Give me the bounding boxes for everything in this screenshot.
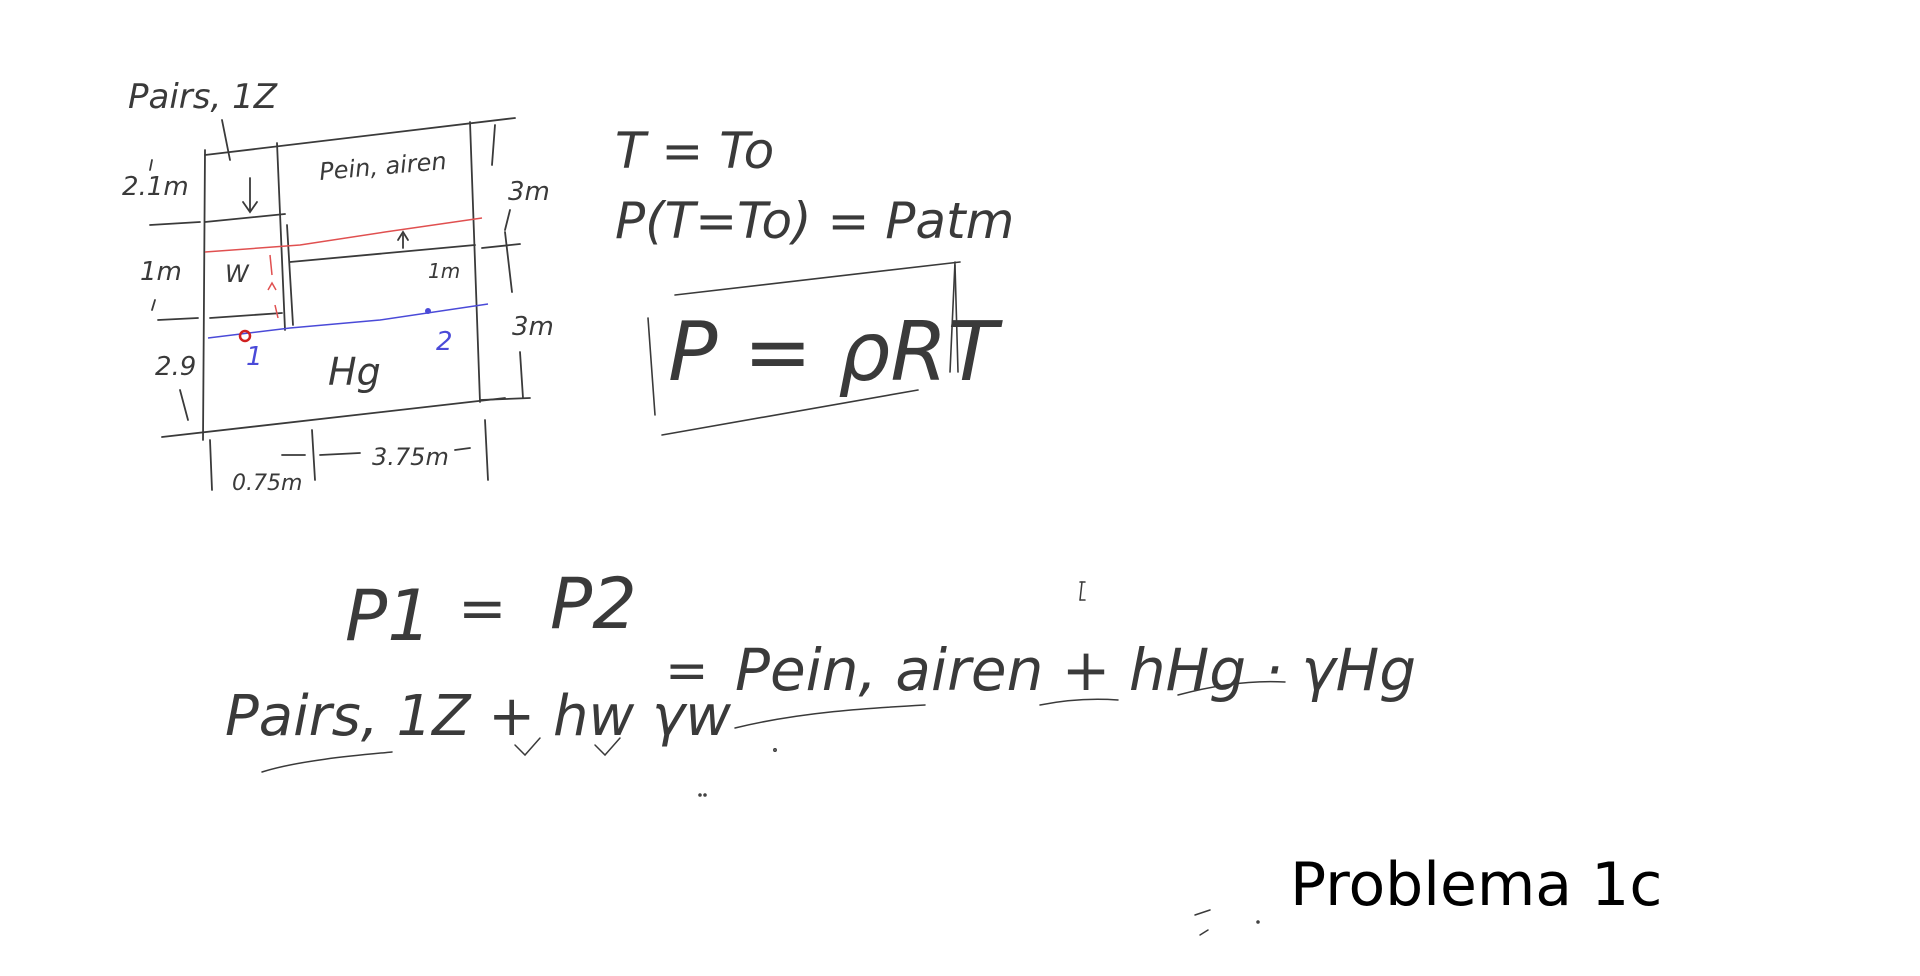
dim-bottom-right: 3.75m — [372, 443, 449, 471]
equation-ideal-gas: P = ρRT — [668, 305, 998, 400]
point-1-label: 1 — [246, 342, 263, 372]
dim-bottom-left: 0.75m — [232, 471, 303, 496]
equation-p-equals: = — [458, 574, 507, 642]
equation-pressure-atm: P(T=To) = Patm — [615, 192, 1015, 250]
equation-balance-rhs: Pein, airen + hHg · γHg — [735, 636, 1417, 704]
point-2-marker — [425, 308, 431, 314]
mercury-label: Hg — [328, 350, 381, 394]
problem-title: Problema 1c — [1290, 850, 1663, 920]
water-surface-line — [205, 218, 482, 252]
point-1-marker — [240, 331, 250, 341]
equation-balance-equals: = — [665, 641, 709, 701]
dim-right-top: 3m — [508, 177, 550, 207]
dim-left-mid: 1m — [140, 257, 182, 287]
dim-right-bottom: 3m — [512, 312, 554, 342]
inner-label: Pein, airen — [318, 146, 448, 186]
equation-temperature: T = To — [615, 122, 775, 180]
equation-p1: P1 — [345, 575, 432, 657]
dim-left-top: 2.1m — [122, 172, 189, 202]
equation-balance-lhs: Pairs, 1Z + hw γw — [225, 684, 731, 749]
dim-left-bottom: 2.9 — [155, 352, 197, 382]
tank-label: Pairs, 1Z — [128, 77, 278, 117]
point-2-label: 2 — [436, 327, 453, 357]
water-label: W — [225, 260, 249, 288]
equation-p2: P2 — [550, 563, 637, 645]
dim-inner: 1m — [428, 259, 461, 283]
